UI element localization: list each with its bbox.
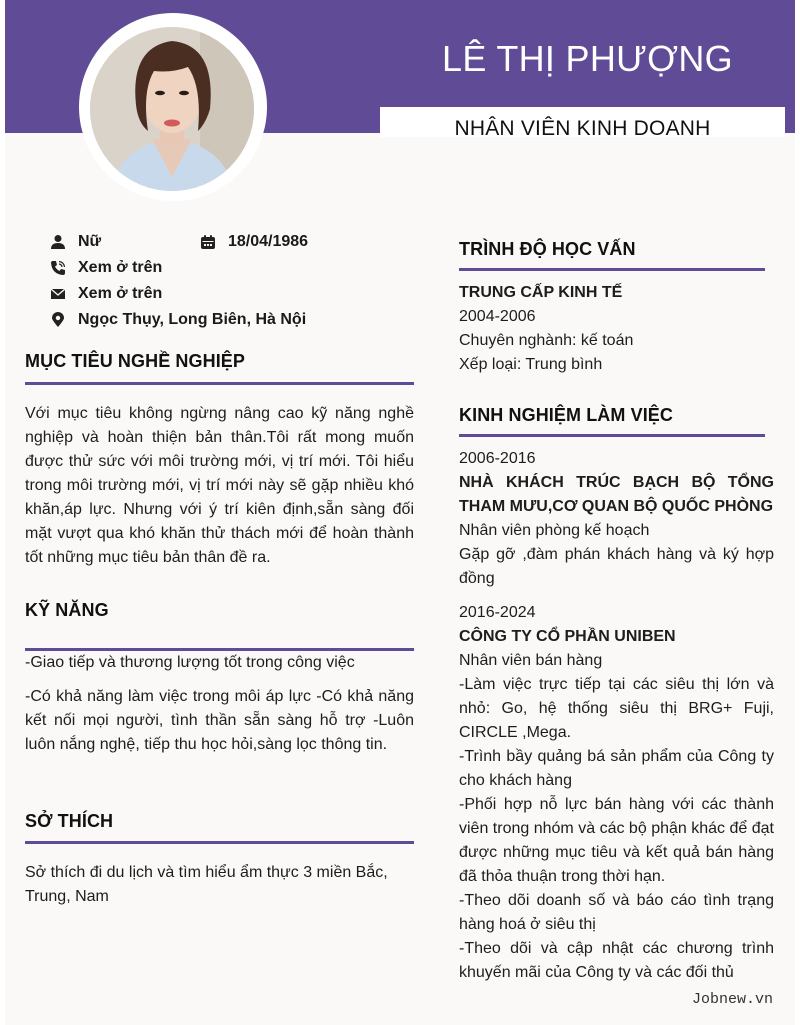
hobbies-title: SỞ THÍCH <box>25 811 114 831</box>
hobbies-text: Sở thích đi du lịch và tìm hiểu ẩm thực 3 miền Bắc, Trung, Nam <box>25 864 388 905</box>
experience-role: Nhân viên bán hàng <box>459 652 603 669</box>
experience-period: 2006-2016 <box>459 450 536 467</box>
experience-title: KINH NGHIỆM LÀM VIỆC <box>459 405 674 425</box>
experience-item <box>459 601 774 985</box>
education-school: TRUNG CẤP KINH TẾ <box>459 284 623 301</box>
experience-period: 2016-2024 <box>459 604 536 621</box>
map-pin-icon <box>49 311 67 329</box>
calendar-icon <box>199 233 217 251</box>
experience-detail: -Phối hợp nỗ lực bán hàng với các thành viên trong nhóm và các bộ phận khác để đạt được những mục tiêu và kết quả bán hàng đã thỏa thuận trong thời hạn. <box>459 796 774 885</box>
contact-phone <box>49 256 162 280</box>
phone-icon <box>49 259 67 277</box>
experience-detail: Gặp gỡ ,đàm phán khách hàng và ký hợp đồng <box>459 546 774 587</box>
candidate-position: NHÂN VIÊN KINH DOANH <box>454 117 711 140</box>
experience-section <box>459 405 779 426</box>
objective-text: Với mục tiêu không ngừng nâng cao kỹ năng nghề nghiệp và hoàn thiện bản thân.Tôi rất mong muốn được thử sức với môi trường mới, vị trí mới. Tôi hiểu trong môi trường mới, vị trí mới này sẽ gặp nhiều khó khăn,áp lực. Nhưng với ý trí kiên định,sẵn sàng đối mặt vượt qua khó khăn thử thách mới để hoàn thành tốt những mục tiêu bản thân đề ra. <box>25 405 414 566</box>
objective-divider <box>25 382 414 385</box>
birthday-value: 18/04/1986 <box>228 233 309 250</box>
address-value: Ngọc Thụy, Long Biên, Hà Nội <box>78 311 307 328</box>
avatar <box>90 27 254 191</box>
contact-birthday <box>199 230 308 254</box>
experience-detail: -Theo dõi doanh số và báo cáo tình trạng hàng hoá ở siêu thị <box>459 892 774 933</box>
experience-company: NHÀ KHÁCH TRÚC BẠCH BỘ TỔNG THAM MƯU,CƠ QUAN BỘ QUỐC PHÒNG <box>459 474 774 515</box>
skill-item: -Giao tiếp và thương lượng tốt trong công việc <box>25 654 355 671</box>
contact-email <box>49 282 162 306</box>
gender-value: Nữ <box>78 233 102 250</box>
email-value[interactable]: Xem ở trên <box>78 285 163 302</box>
education-period: 2004-2006 <box>459 308 536 325</box>
avatar-photo-icon <box>90 27 254 191</box>
education-grade: Xếp loại: Trung bình <box>459 356 603 373</box>
contact-gender <box>49 230 101 254</box>
objective-section <box>25 351 415 372</box>
objective-title: MỤC TIÊU NGHỀ NGHIỆP <box>25 351 246 371</box>
experience-detail: -Làm việc trực tiếp tại các siêu thị lớn và nhỏ: Go, hệ thống siêu thị BRG+ Fuji, CIRCLE ,Mega. <box>459 676 774 741</box>
experience-divider <box>459 434 765 437</box>
contact-address <box>49 308 306 332</box>
watermark: Jobnew.vn <box>691 991 773 1008</box>
education-divider <box>459 268 765 271</box>
candidate-name: LÊ THỊ PHƯỢNG <box>442 38 733 79</box>
experience-role: Nhân viên phòng kế hoạch <box>459 522 650 539</box>
experience-company: CÔNG TY CỔ PHẦN UNIBEN <box>459 628 676 645</box>
envelope-icon <box>49 285 67 303</box>
education-item <box>459 281 775 377</box>
hobbies-section <box>25 811 415 832</box>
education-section <box>459 239 779 260</box>
skills-section <box>25 600 415 621</box>
user-icon <box>49 233 67 251</box>
skills-title: KỸ NĂNG <box>25 600 109 620</box>
experience-item <box>459 447 774 591</box>
education-major: Chuyên nghành: kế toán <box>459 332 634 349</box>
phone-value[interactable]: Xem ở trên <box>78 259 163 276</box>
experience-detail: -Trình bầy quảng bá sản phẩm của Công ty cho khách hàng <box>459 748 774 789</box>
experience-detail: -Theo dõi và cập nhật các chương trình khuyến mãi của Công ty và các đối thủ <box>459 940 774 981</box>
hobbies-divider <box>25 841 414 844</box>
skill-item: -Có khả năng làm việc trong môi áp lực -Có khả năng kết nối mọi người, tình thần sẵn sàng hỗ trợ -Luôn luôn nắng nghệ, tiếp thu học hỏi,sàng lọc thông tin. <box>25 688 414 753</box>
education-title: TRÌNH ĐỘ HỌC VẤN <box>459 239 636 259</box>
cv-page <box>5 0 795 1025</box>
